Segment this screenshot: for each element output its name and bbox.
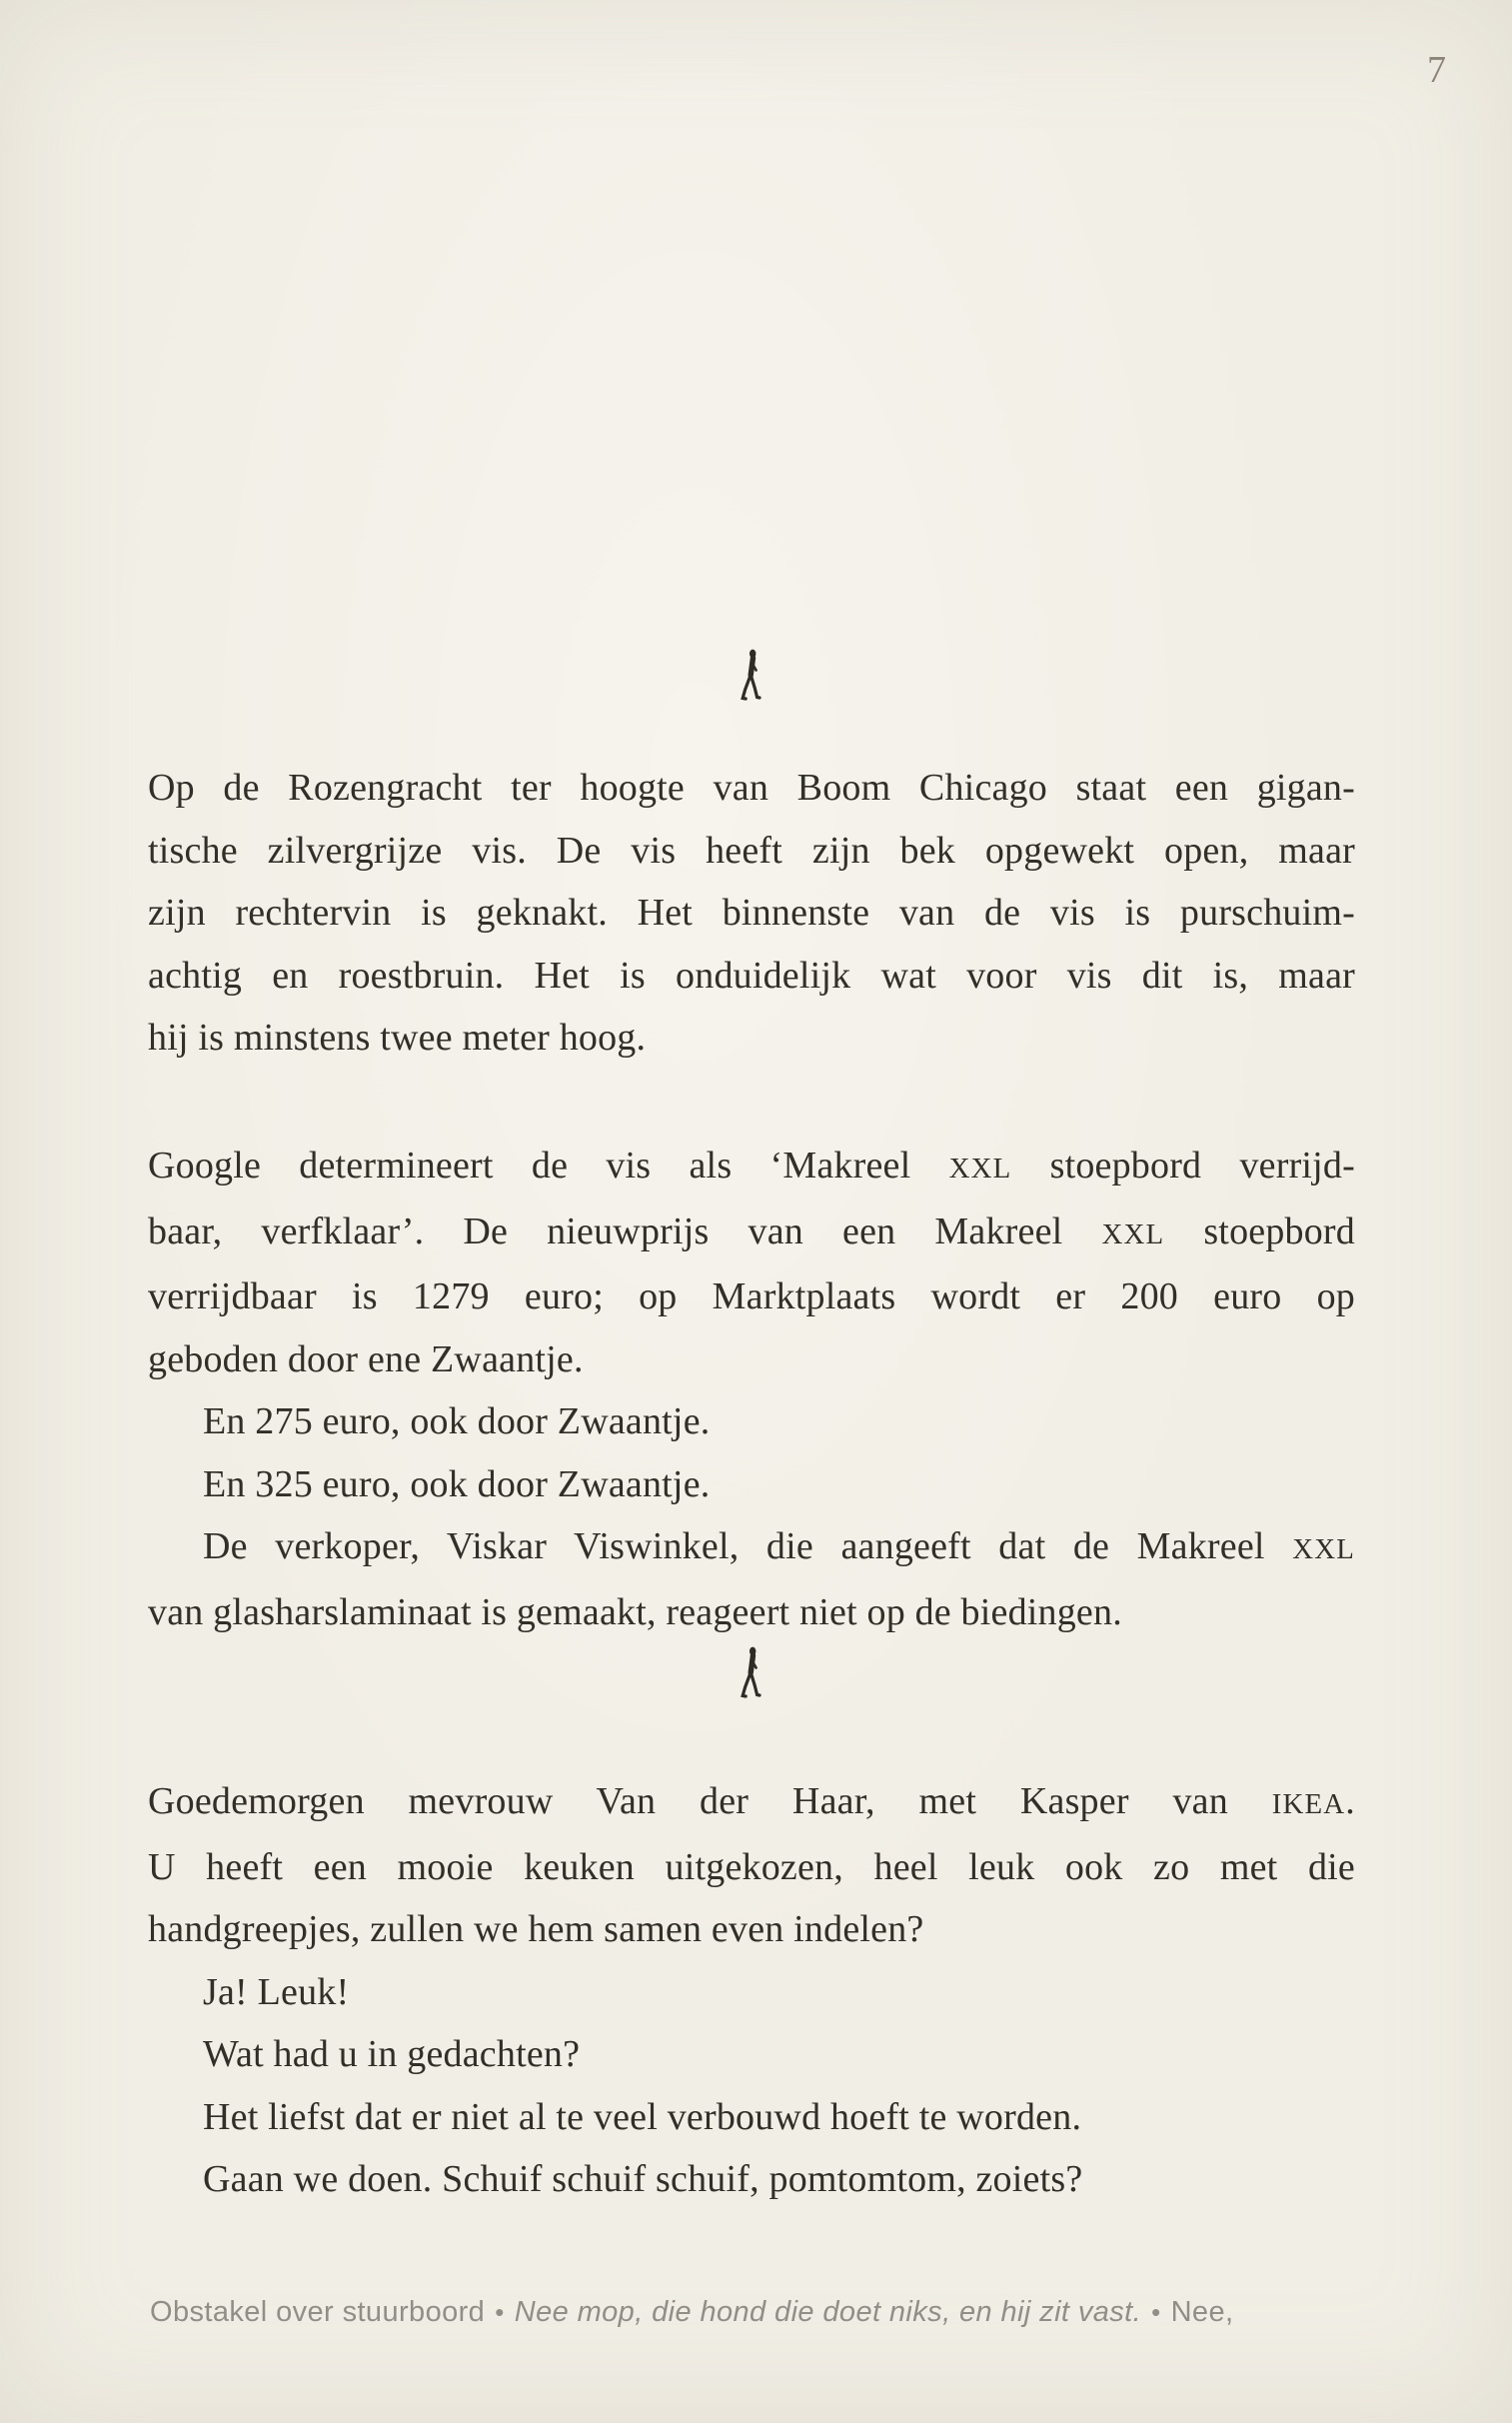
footer-middle-italic: Nee mop, die hond die doet niks, en hij zit vast. xyxy=(514,2296,1142,2328)
text-line: Het liefst dat er niet al te veel verbouwd hoeft te worden. xyxy=(203,2095,1082,2138)
text-line: van glasharslaminaat is gemaakt, reageert niet op de biedingen. xyxy=(148,1590,1122,1633)
text-line: En 275 euro, ook door Zwaantje. xyxy=(203,1400,711,1442)
text-line: Goedemorgen mevrouw Van der Haar, met Kasper van IKEA. xyxy=(148,1780,1355,1822)
text-line: zijn rechtervin is geknakt. Het binnenste van de vis is purschuim- xyxy=(148,892,1355,934)
footer-running-line xyxy=(150,2295,1379,2329)
text-line: De verkoper, Viskar Viswinkel, die aangeeft dat de Makreel XXL xyxy=(203,1525,1355,1567)
text-line: verrijdbaar is 1279 euro; op Marktplaats wordt er 200 euro op xyxy=(148,1275,1355,1317)
paragraph-rozengracht xyxy=(148,757,1355,1070)
paragraph-marktplaats xyxy=(148,1135,1355,1643)
text-line: U heeft een mooie keuken uitgekozen, heel leuk ook zo met die xyxy=(148,1845,1355,1888)
text-line: baar, verfklaar’. De nieuwprijs van een Makreel XXL stoepbord xyxy=(148,1210,1355,1252)
walking-person-icon xyxy=(737,1645,766,1703)
text-line: En 325 euro, ook door Zwaantje. xyxy=(203,1462,711,1505)
small-caps: XXL xyxy=(948,1153,1012,1185)
text-line: geboden door ene Zwaantje. xyxy=(148,1337,584,1380)
footer-bullet: • xyxy=(1151,2297,1161,2327)
text-line: Ja! Leuk! xyxy=(203,1970,350,2013)
text-line: Wat had u in gedachten? xyxy=(203,2033,581,2075)
text-line: Op de Rozengracht ter hoogte van Boom Chicago staat een gigan- xyxy=(148,767,1355,809)
footer-right: Nee, xyxy=(1170,2296,1234,2328)
walking-person-icon xyxy=(737,648,766,706)
text-line: handgreepjes, zullen we hem samen even indelen? xyxy=(148,1908,924,1950)
small-caps: IKEA xyxy=(1271,1788,1346,1820)
small-caps: XXL xyxy=(1101,1217,1165,1250)
page-number: 7 xyxy=(1427,49,1446,91)
paragraph-ikea-dialogue xyxy=(148,1770,1355,2211)
section-divider xyxy=(148,648,1355,706)
text-line: tische zilvergrijze vis. De vis heeft zijn bek opgewekt open, maar xyxy=(148,829,1355,872)
section-divider xyxy=(148,1645,1355,1703)
text-line: achtig en roestbruin. Het is onduidelijk wat voor vis dit is, maar xyxy=(148,954,1355,997)
footer-left: Obstakel over stuurboord xyxy=(150,2296,486,2328)
text-line: Google determineert de vis als ‘Makreel XXL stoepbord verrijd- xyxy=(148,1145,1355,1187)
text-line: Gaan we doen. Schuif schuif schuif, pomtomtom, zoiets? xyxy=(203,2158,1083,2200)
small-caps: XXL xyxy=(1292,1533,1355,1565)
text-line: hij is minstens twee meter hoog. xyxy=(148,1017,647,1059)
footer-bullet: • xyxy=(495,2297,505,2327)
